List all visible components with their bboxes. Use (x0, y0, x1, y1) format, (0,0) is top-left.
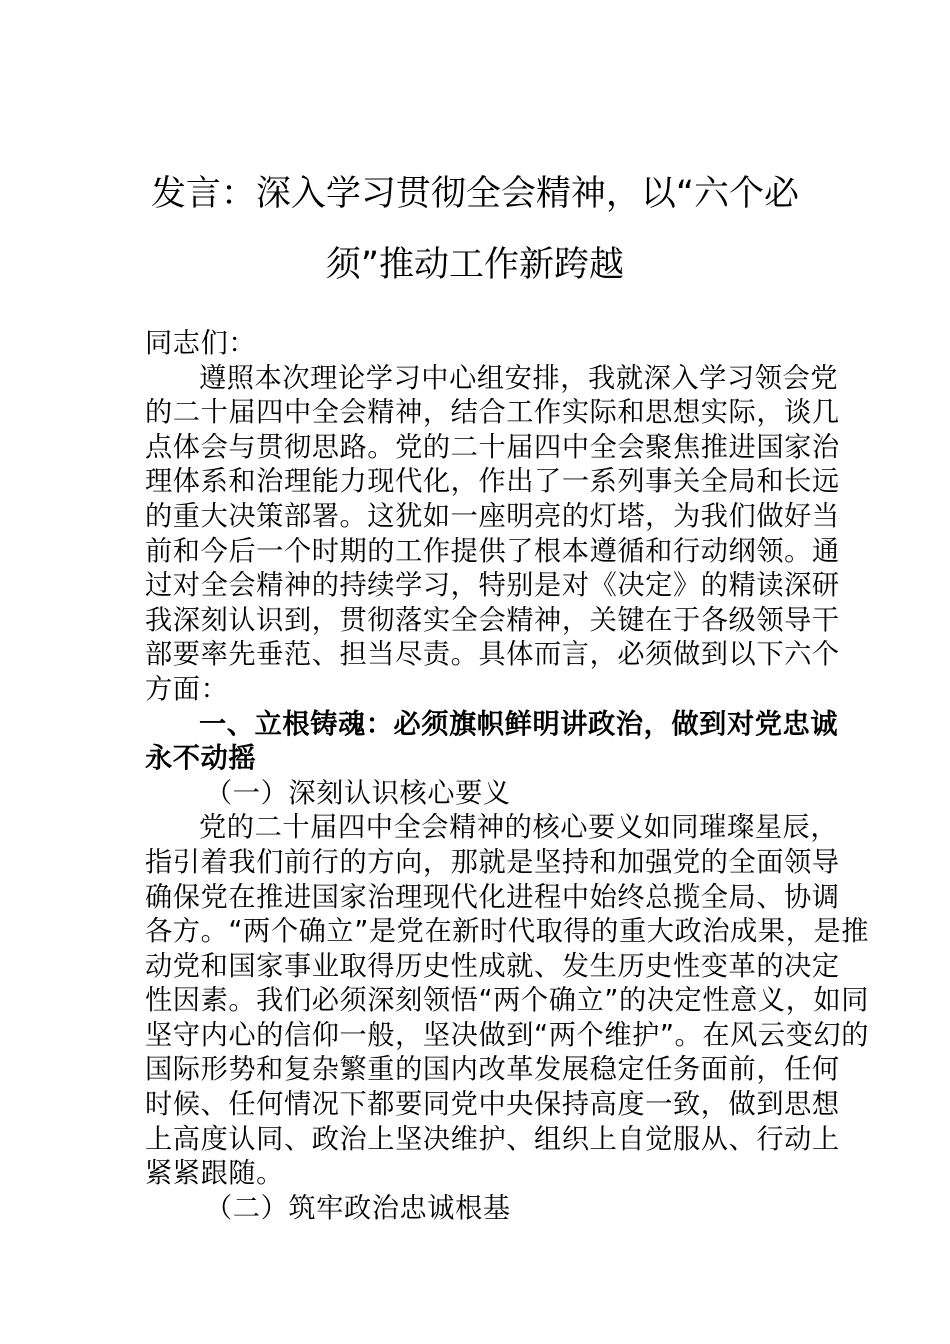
section-heading: 一、立根铸魂：必须旗帜鲜明讲政治，做到对党忠诚 (199, 708, 839, 740)
paragraph-line: 动党和国家事业取得历史性成就、发生历史性变革的决定 (145, 950, 840, 982)
paragraph-line: 坚守内心的信仰一般，坚决做到“两个维护”。在风云变幻的 (145, 1019, 870, 1051)
paragraph-line: 点体会与贯彻思路。党的二十届四中全会聚焦推进国家治 (145, 431, 840, 463)
paragraph-line: 前和今后一个时期的工作提供了根本遵循和行动纲领。通 (145, 535, 840, 567)
salutation: 同志们： (145, 328, 257, 359)
paragraph-line: 国际形势和复杂繁重的国内改革发展稳定任务面前，任何 (145, 1054, 840, 1086)
paragraph-line: 指引着我们前行的方向，那就是坚持和加强党的全面领导 (145, 846, 840, 878)
document-title-line-1: 发言：深入学习贯彻全会精神，以“六个必 (150, 174, 800, 214)
paragraph-line: 方面： (145, 673, 229, 705)
paragraph-line: 的重大决策部署。这犹如一座明亮的灯塔，为我们做好当 (145, 500, 840, 532)
paragraph-line: 我深刻认识到，贯彻落实全会精神，关键在于各级领导干 (145, 604, 840, 636)
paragraph-line: 紧紧跟随。 (145, 1158, 284, 1190)
paragraph-line: 的二十届四中全会精神，结合工作实际和思想实际，谈几 (145, 397, 840, 429)
paragraph-line: 过对全会精神的持续学习，特别是对《决定》的精读深研 (145, 570, 840, 602)
paragraph-line: 确保党在推进国家治理现代化进程中始终总揽全局、协调 (145, 881, 840, 913)
paragraph-line: 理体系和治理能力现代化，作出了一系列事关全局和长远 (145, 466, 840, 498)
paragraph-line: 遵照本次理论学习中心组安排，我就深入学习领会党 (199, 362, 839, 394)
subsection-heading: （一）深刻认识核心要义 (205, 777, 511, 809)
document-body (145, 327, 870, 1226)
paragraph-line: 性因素。我们必须深刻领悟“两个确立”的决定性意义，如同 (145, 985, 870, 1017)
paragraph-line: 各方。“两个确立”是党在新时代取得的重大政治成果，是推 (145, 916, 870, 948)
section-heading-continued: 永不动摇 (145, 743, 257, 775)
paragraph-line: 时候、任何情况下都要同党中央保持高度一致，做到思想 (145, 1089, 840, 1121)
paragraph-line: 部要率先垂范、担当尽责。具体而言，必须做到以下六个 (145, 639, 840, 671)
paragraph-line: 上高度认同、政治上坚决维护、组织上自觉服从、行动上 (145, 1123, 840, 1155)
subsection-heading: （二）筑牢政治忠诚根基 (205, 1192, 511, 1224)
document-title-line-2: 须”推动工作新跨越 (325, 245, 625, 285)
paragraph-line: 党的二十届四中全会精神的核心要义如同璀璨星辰， (199, 812, 839, 844)
